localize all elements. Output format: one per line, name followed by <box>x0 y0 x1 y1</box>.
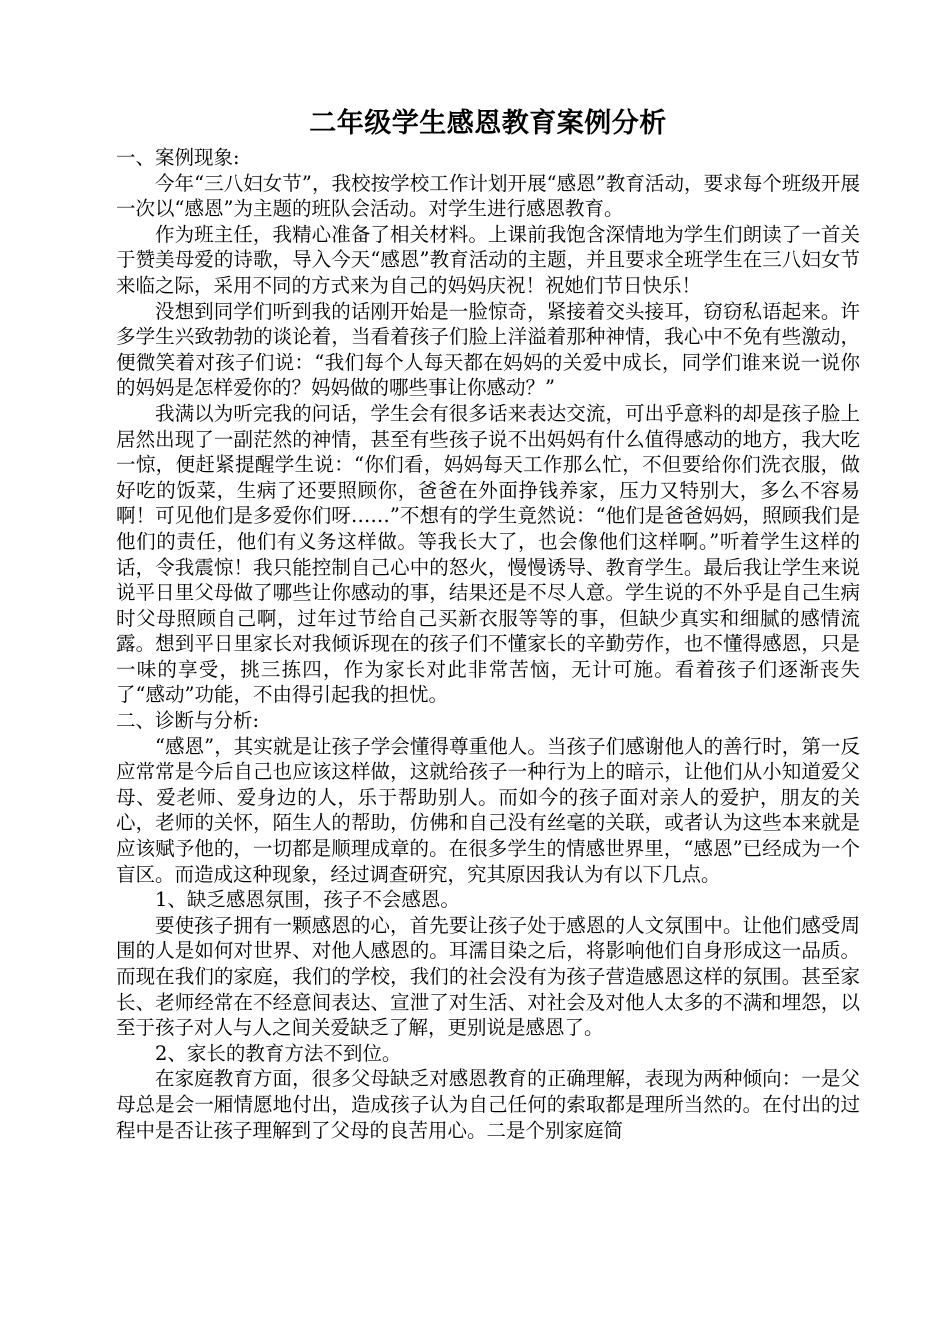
body-paragraph: 2、家长的教育方法不到位。 <box>155 1041 402 1065</box>
document-page <box>116 105 860 1143</box>
body-paragraph: 要使孩子拥有一颗感恩的心，首先要让孩子处于感恩的人文氛围中。让他们感受周围的人是如何对世界、对他人感恩的。耳濡目染之后，将影响他们自身形成这一品质。而现在我们的家庭，我们的学校，我们的社会没有为孩子营造感恩这样的氛围。甚至家长、老师经常在不经意间表达、宣泄了对生活、对社会及对他人太多的不满和埋怨，以至于孩子对人与人之间关爱缺乏了解，更别说是感恩了。 <box>116 913 860 1040</box>
document-body <box>116 145 860 1143</box>
body-paragraph: 在家庭教育方面，很多父母缺乏对感恩教育的正确理解，表现为两种倾向：一是父母总是会一厢情愿地付出，造成孩子认为自己任何的索取都是理所当然的。在付出的过程中是否让孩子理解到了父母的良苦用心。二是个别家庭简 <box>116 1067 860 1142</box>
section-heading: 一、案例现象: <box>116 146 240 169</box>
body-paragraph: 作为班主任，我精心准备了相关材料。上课前我饱含深情地为学生们朗读了一首关于赞美母爱的诗歌，导入今天“感恩”教育活动的主题，并且要求全班学生在三八妇女节来临之际，采用不同的方式来为自己的妈妈庆祝！祝她们节日快乐！ <box>116 222 860 297</box>
document-title: 二年级学生感恩教育案例分析 <box>309 108 667 139</box>
body-paragraph: 1、缺乏感恩氛围，孩子不会感恩。 <box>155 888 460 912</box>
body-paragraph: 我满以为听完我的问话，学生会有很多话来表达交流，可出乎意料的却是孩子脸上居然出现了一副茫然的神情，甚至有些孩子说不出妈妈有什么值得感动的地方，我大吃一惊，便赶紧提醒学生说：“你们看，妈妈每天工作那么忙，不但要给你们洗衣服，做好吃的饭菜，生病了还要照顾你，爸爸在外面挣钱养家，压力又特别大，多么不容易啊！可见他们是多爱你们呀……”不想有的学生竟然说：“他们是爸爸妈妈，照顾我们是他们的责任，他们有义务这样做。等我长大了，也会像他们这样啊。”听着学生这样的话，令我震惊！我只能控制自己心中的怒火，慢慢诱导、教育学生。最后我让学生来说说平日里父母做了哪些让你感动的事，结果还是不尽人意。学生说的不外乎是自己生病时父母照顾自己啊，过年过节给自己买新衣服等等的事，但缺少真实和细腻的感情流露。想到平日里家长对我倾诉现在的孩子们不懂家长的辛勤劳作，也不懂得感恩，只是一味的享受，挑三拣四，作为家长对此非常苦恼，无计可施。看着孩子们逐渐丧失了“感动”功能，不由得引起我的担忧。 <box>116 401 860 707</box>
section-heading: 二、诊断与分析: <box>116 709 260 733</box>
body-paragraph: 今年“三八妇女节”，我校按学校工作计划开展“感恩”教育活动，要求每个班级开展一次以“感恩”为主题的班队会活动。对学生进行感恩教育。 <box>116 171 860 221</box>
body-paragraph: “感恩”，其实就是让孩子学会懂得尊重他人。当孩子们感谢他人的善行时，第一反应常常是今后自己也应该这样做，这就给孩子一种行为上的暗示，让他们从小知道爱父母、爱老师、爱身边的人，乐于帮助别人。而如今的孩子面对亲人的爱护，朋友的关心，老师的关怀，陌生人的帮助，仿佛和自己没有丝毫的关联，或者认为这些本来就是应该赋予他的，一切都是顺理成章的。在很多学生的情感世界里，“感恩”已经成为一个盲区。而造成这种现象，经过调查研究，究其原因我认为有以下几点。 <box>116 734 860 886</box>
body-paragraph: 没想到同学们听到我的话刚开始是一脸惊奇，紧接着交头接耳，窃窃私语起来。许多学生兴致勃勃的谈论着，当看着孩子们脸上洋溢着那种神情，我心中不免有些激动，便微笑着对孩子们说：“我们每个人每天都在妈妈的关爱中成长，同学们谁来说一说你的妈妈是怎样爱你的？妈妈做的哪些事让你感动？” <box>116 299 860 400</box>
